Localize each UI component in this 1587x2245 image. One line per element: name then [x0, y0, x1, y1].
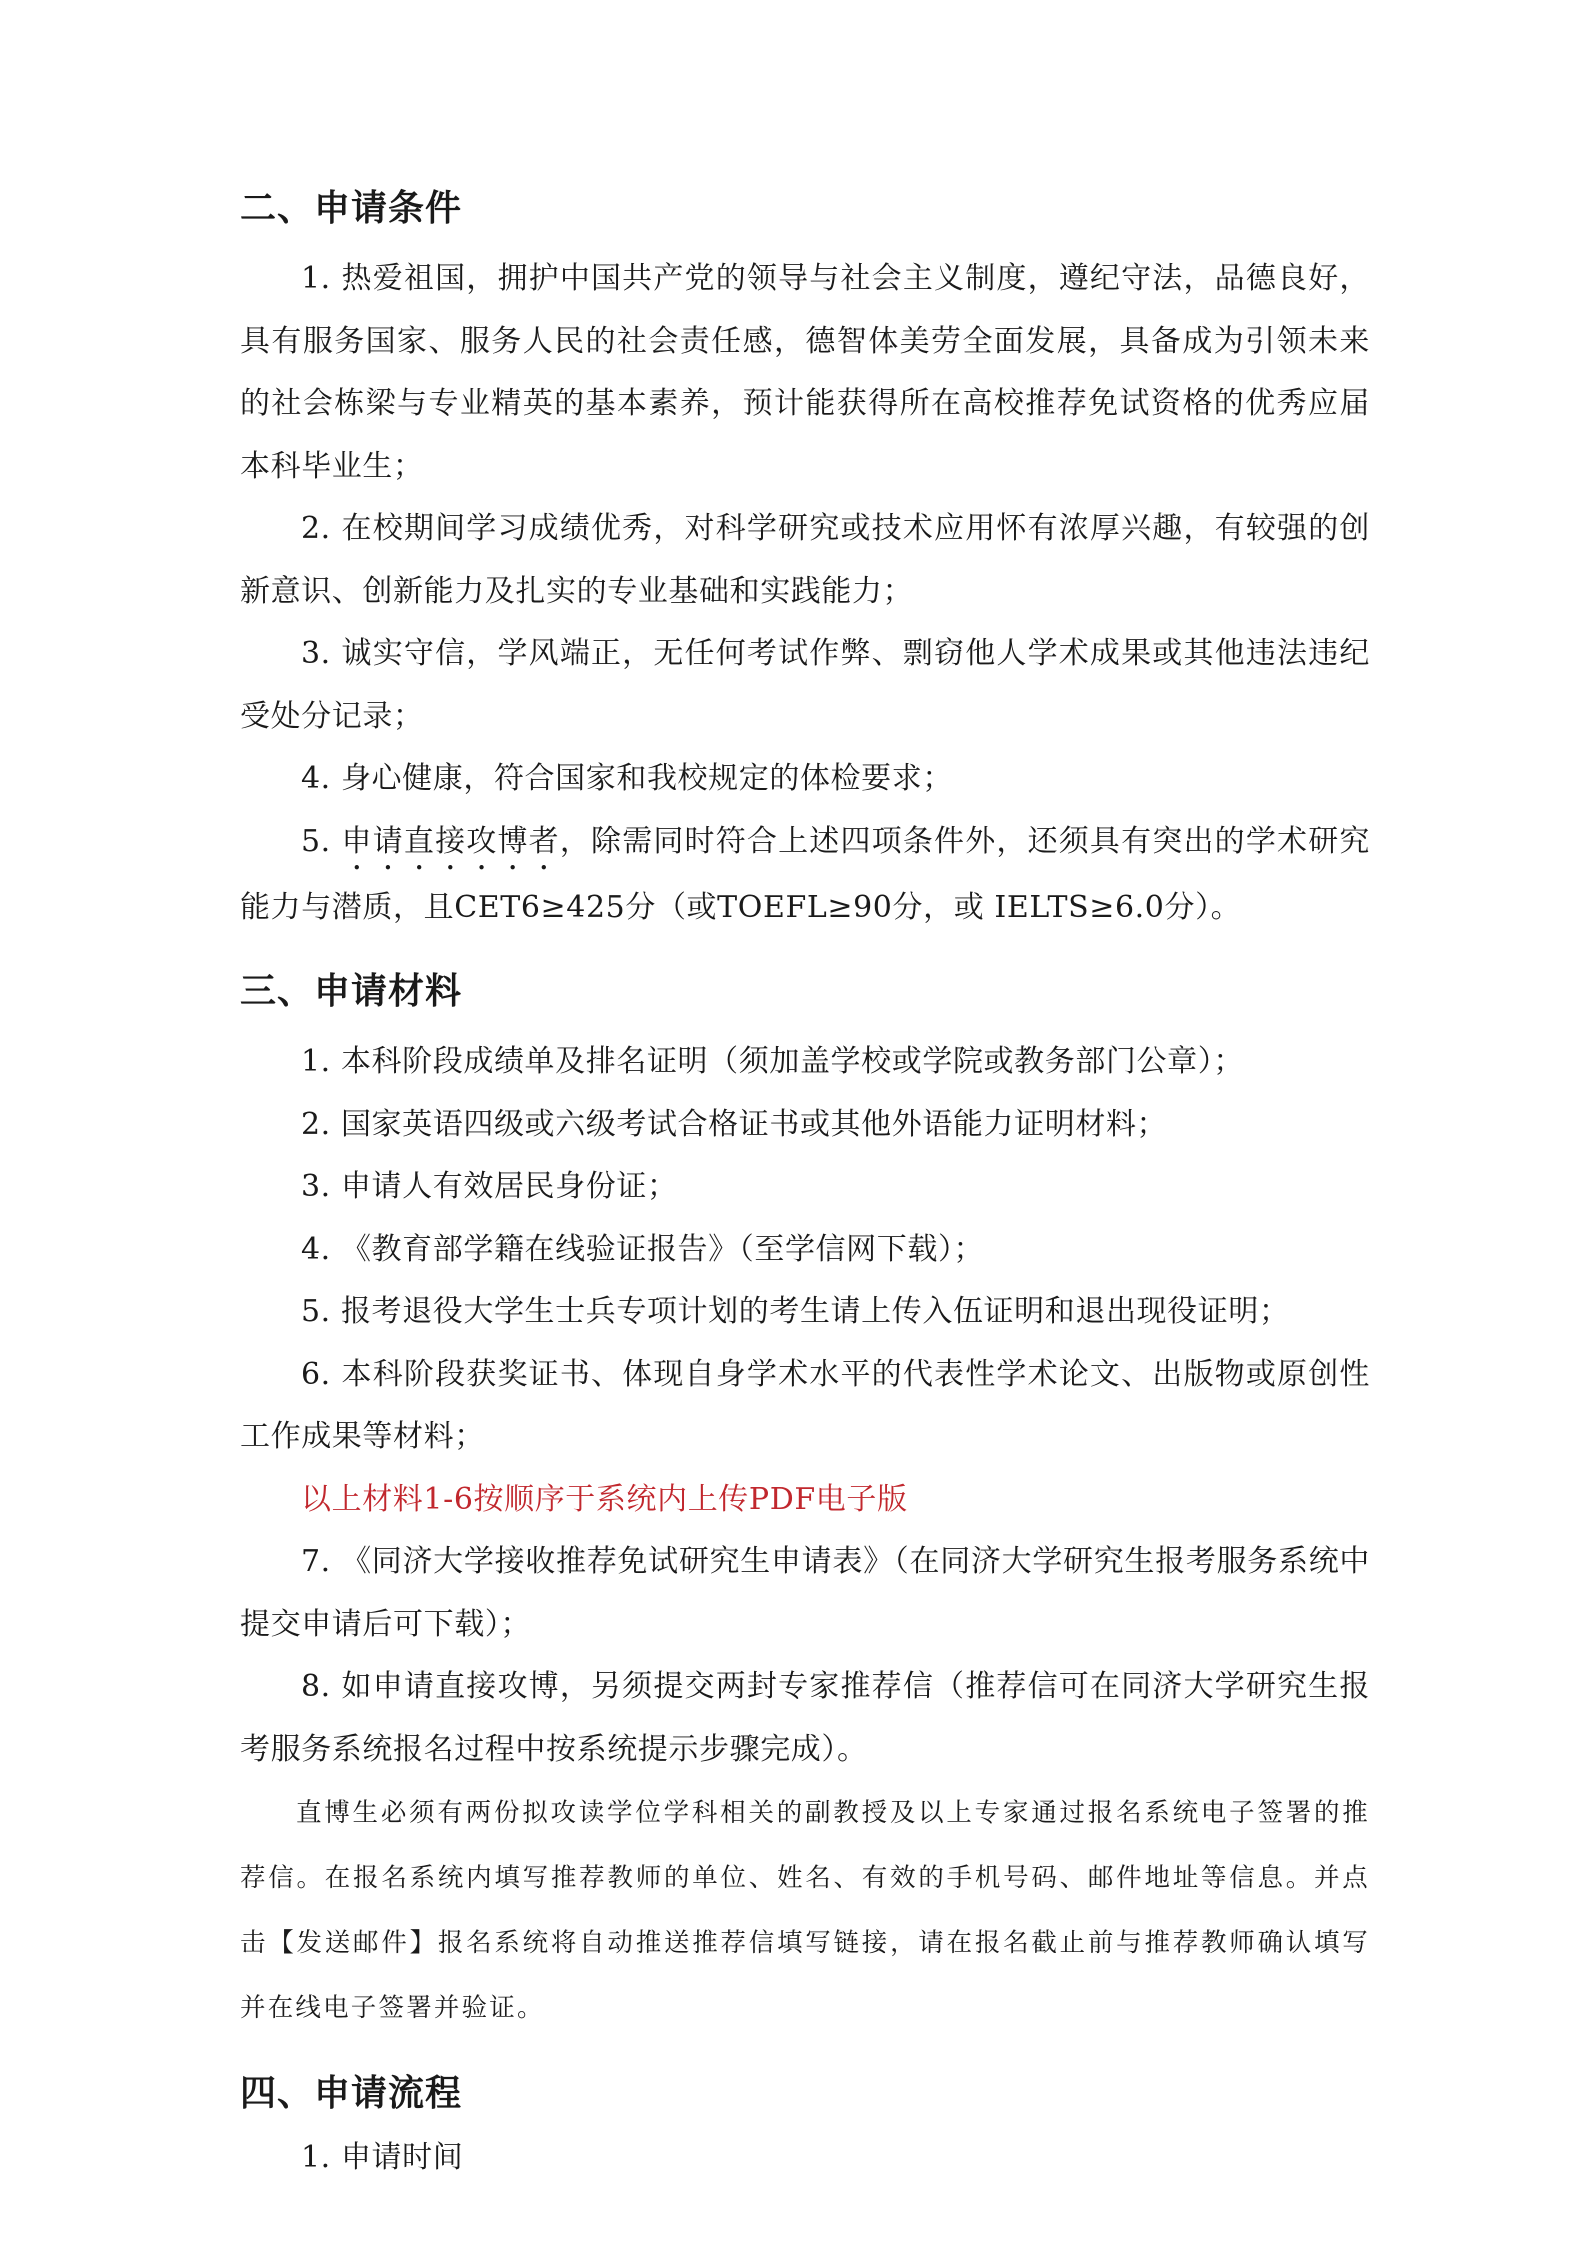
condition-item-3: 3. 诚实守信，学风端正，无任何考试作弊、剽窃他人学术成果或其他违法违纪受处分记录； [240, 636, 1370, 734]
condition-item-5-rest: ，除需同时符合上述四项条件外，还须具有突出的学术研究能力与潜质，且CET6≥425分（或TOEFL≥90分，或 IELTS≥6.0分）。 [240, 823, 1370, 925]
condition-item-2: 2. 在校期间学习成绩优秀，对科学研究或技术应用怀有浓厚兴趣，有较强的创新意识、创新能力及扎实的专业基础和实践能力； [240, 511, 1370, 609]
condition-item-5 [240, 811, 1370, 940]
material-item-4: 4. 《教育部学籍在线验证报告》（至学信网下载）； [301, 1231, 985, 1267]
process-item-1: 1. 申请时间 [301, 2140, 464, 2175]
section-heading-application-materials: 三、申请材料 [240, 971, 463, 1012]
material-item-6: 6. 本科阶段获奖证书、体现自身学术水平的代表性学术论文、出版物或原创性工作成果等材料； [240, 1356, 1370, 1454]
condition-item-5-emphasis: 申请直接攻博者 [341, 823, 560, 859]
material-item-8: 8. 如申请直接攻博，另须提交两封专家推荐信（推荐信可在同济大学研究生报考服务系统报名过程中按系统提示步骤完成）。 [240, 1669, 1370, 1767]
condition-item-5-prefix: 5. [301, 823, 342, 859]
material-item-7: 7. 《同济大学接收推荐免试研究生申请表》（在同济大学研究生报考服务系统中提交申请后可下载）； [240, 1544, 1370, 1642]
section-heading-application-process: 四、申请流程 [240, 2073, 463, 2114]
material-item-2: 2. 国家英语四级或六级考试合格证书或其他外语能力证明材料； [301, 1106, 1168, 1142]
condition-item-1: 1. 热爱祖国，拥护中国共产党的领导与社会主义制度，遵纪守法，品德良好，具有服务国家、服务人民的社会责任感，德智体美劳全面发展，具备成为引领未来的社会栋梁与专业精英的基本素养，预计能获得所在高校推荐免试资格的优秀应届本科毕业生； [240, 261, 1370, 484]
document-body [240, 178, 1370, 2190]
material-item-5: 5. 报考退役大学生士兵专项计划的考生请上传入伍证明和退出现役证明； [301, 1294, 1290, 1329]
condition-item-4: 4. 身心健康，符合国家和我校规定的体检要求； [301, 761, 953, 796]
recommendation-letter-note: 直博生必须有两份拟攻读学位学科相关的副教授及以上专家通过报名系统电子签署的推荐信。在报名系统内填写推荐教师的单位、姓名、有效的手机号码、邮件地址等信息。并点击【发送邮件】报名系统将自动推送推荐信填写链接，请在报名截止前与推荐教师确认填写并在线电子签署并验证。 [240, 1798, 1370, 2023]
material-item-1: 1. 本科阶段成绩单及排名证明（须加盖学校或学院或教务部门公章）； [301, 1044, 1244, 1079]
material-item-3: 3. 申请人有效居民身份证； [301, 1169, 678, 1204]
upload-note-red: 以上材料1-6按顺序于系统内上传PDF电子版 [301, 1481, 908, 1517]
section-heading-application-conditions: 二、申请条件 [240, 188, 463, 229]
